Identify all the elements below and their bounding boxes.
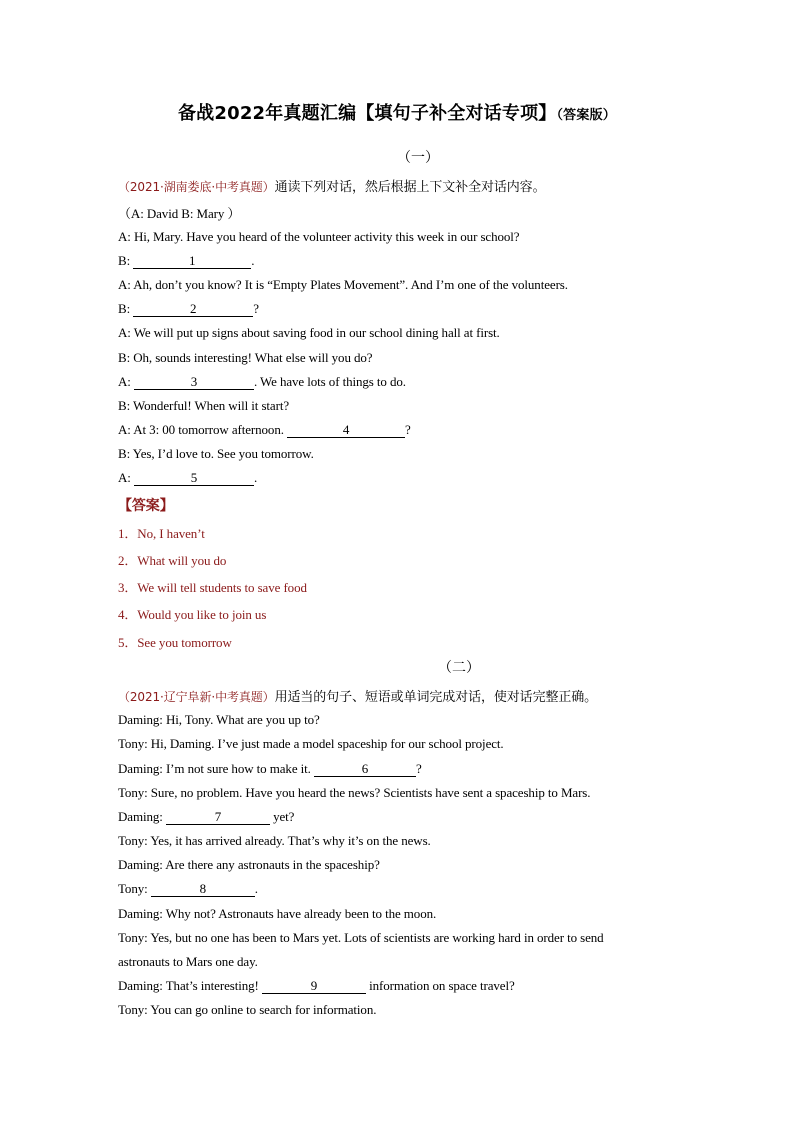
source-tag: （2021·辽宁阜新·中考真题） — [118, 690, 275, 704]
source-tag: （2021·湖南娄底·中考真题） — [118, 180, 275, 194]
dialogue-line: B: Oh, sounds interesting! What else will you do? — [118, 350, 373, 365]
dialogue-line: A: 3 . We have lots of things to do. — [118, 374, 406, 389]
dialogue-line: Daming: Why not? Astronauts have already been to the moon. — [118, 906, 437, 921]
blank-7: 7 — [166, 810, 270, 825]
answer-item: 4．Would you like to join us — [118, 607, 267, 622]
dialogue-line: Daming: I’m not sure how to make it. 6 ? — [118, 761, 422, 776]
dialogue-line: Tony: Sure, no problem. Have you heard the news? Scientists have sent a spaceship to Mars. — [118, 785, 591, 800]
blank-6: 6 — [314, 762, 416, 777]
dialogue-line: Tony: Hi, Daming. I’ve just made a model spaceship for our school project. — [118, 736, 504, 751]
blank-3: 3 — [134, 375, 254, 390]
section-number-1: （一） — [397, 150, 439, 166]
blank-2: 2 — [133, 302, 253, 317]
answer-heading: 【答案】 — [118, 498, 174, 514]
dialogue-line: astronauts to Mars one day. — [118, 954, 258, 969]
dialogue-line: Tony: Yes, it has arrived already. That’s why it’s on the news. — [118, 833, 431, 848]
instruction: 用适当的句子、短语或单词完成对话，使对话完整正确。 — [274, 690, 598, 705]
answer-item: 1．No, I haven’t — [118, 526, 205, 541]
instruction: 通读下列对话，然后根据上下文补全对话内容。 — [274, 180, 546, 195]
section-2-source-line — [118, 686, 597, 705]
answer-item: 2．What will you do — [118, 553, 227, 568]
dialogue-line: A: At 3: 00 tomorrow afternoon. 4 ? — [118, 422, 411, 437]
roles-line: （A: David B: Mary ） — [118, 206, 241, 221]
dialogue-line: A: 5 . — [118, 470, 258, 485]
section-1-source-line — [118, 176, 545, 195]
dialogue-line: Daming: Hi, Tony. What are you up to? — [118, 712, 320, 727]
section-number-2: （二） — [438, 660, 480, 676]
dialogue-line: Tony: You can go online to search for information. — [118, 1002, 377, 1017]
title-sub: （答案版） — [556, 108, 616, 123]
blank-4: 4 — [287, 423, 405, 438]
dialogue-line: A: Ah, don’t you know? It is “Empty Plates Movement”. And I’m one of the volunteers. — [118, 277, 568, 292]
dialogue-line: B: 2 ? — [118, 301, 259, 316]
title-main: 备战2022年真题汇编【填句子补全对话专项】 — [177, 103, 557, 124]
dialogue-line: Daming: That’s interesting! 9 information on space travel? — [118, 978, 515, 993]
blank-5: 5 — [134, 471, 254, 486]
dialogue-line: Tony: 8 . — [118, 881, 258, 896]
blank-8: 8 — [151, 882, 255, 897]
dialogue-line: Daming: Are there any astronauts in the spaceship? — [118, 857, 380, 872]
page-title — [0, 99, 794, 125]
answer-item: 5．See you tomorrow — [118, 635, 232, 650]
dialogue-line: Daming: 7 yet? — [118, 809, 295, 824]
blank-1: 1 — [133, 254, 251, 269]
dialogue-line: A: We will put up signs about saving food in our school dining hall at first. — [118, 325, 500, 340]
blank-9: 9 — [262, 979, 366, 994]
dialogue-line: B: Wonderful! When will it start? — [118, 398, 290, 413]
dialogue-line: B: 1 . — [118, 253, 255, 268]
dialogue-line: Tony: Yes, but no one has been to Mars yet. Lots of scientists are working hard in order to send — [118, 930, 604, 945]
answer-item: 3．We will tell students to save food — [118, 580, 307, 595]
dialogue-line: B: Yes, I’d love to. See you tomorrow. — [118, 446, 314, 461]
dialogue-line: A: Hi, Mary. Have you heard of the volunteer activity this week in our school? — [118, 229, 520, 244]
